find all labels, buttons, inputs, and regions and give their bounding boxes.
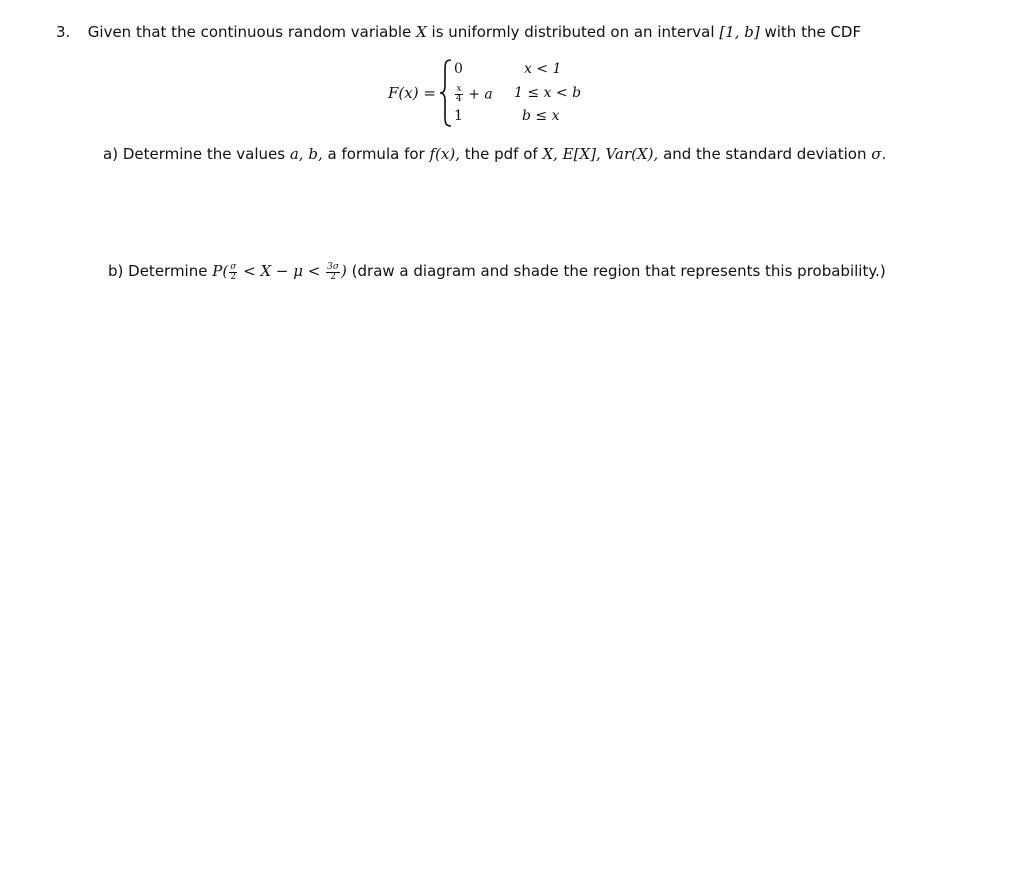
part-a: [103, 145, 886, 163]
fraction-numerator: σ: [230, 261, 237, 272]
cdf-case-condition: b ≤ x: [522, 108, 560, 124]
probability-expression: [212, 262, 347, 280]
fraction-numerator: 3σ: [327, 261, 340, 272]
question-intro-text: Given that the continuous random variable: [87, 23, 412, 41]
cdf-case-condition: 1 ≤ x < b: [514, 85, 582, 101]
math-p-close: ): [341, 262, 347, 280]
cdf-lhs: F(x) =: [388, 84, 436, 102]
fraction-3sigma-over-2: [326, 263, 340, 282]
left-brace: [439, 58, 453, 128]
part-a-text: and the standard deviation: [663, 145, 867, 163]
cdf-case-value: 1: [454, 108, 463, 124]
part-b-text: Determine: [128, 262, 208, 280]
question-number: 3.: [56, 23, 71, 41]
part-a-text: Determine the values: [122, 145, 286, 163]
variable-x: X: [416, 23, 427, 41]
fraction-denominator: 4: [456, 94, 462, 104]
math-stats: X, E[X], Var(X),: [542, 145, 659, 163]
cdf-definition: [388, 58, 608, 128]
question-statement: [56, 23, 861, 41]
fraction-sigma-over-2: [229, 263, 237, 282]
part-b: [108, 262, 886, 282]
part-a-label: a): [103, 145, 119, 163]
interval: [1, b]: [719, 23, 760, 41]
fraction-denominator: 2: [330, 271, 336, 282]
math-p-open: P(: [212, 262, 229, 280]
fraction-numerator: x: [456, 84, 462, 94]
math-sigma: σ.: [871, 145, 887, 163]
math-ab: a, b,: [289, 145, 323, 163]
part-a-text: the pdf of: [464, 145, 538, 163]
cdf-case-value: [454, 85, 493, 104]
math-inequality: < X − μ <: [243, 262, 321, 280]
part-b-text: (draw a diagram and shade the region that represents this probability.): [351, 262, 886, 280]
part-b-label: b): [108, 262, 124, 280]
fraction-x-over-4: [455, 85, 463, 104]
fraction-denominator: 2: [230, 271, 237, 282]
math-fx: f(x),: [429, 145, 460, 163]
part-a-text: a formula for: [327, 145, 425, 163]
cdf-case-value-tail: + a: [468, 86, 493, 103]
question-intro-mid: is uniformly distributed on an interval: [431, 23, 715, 41]
cdf-case-value: 0: [454, 61, 463, 77]
cdf-case-condition: x < 1: [524, 61, 562, 77]
question-intro-end: with the CDF: [764, 23, 862, 41]
